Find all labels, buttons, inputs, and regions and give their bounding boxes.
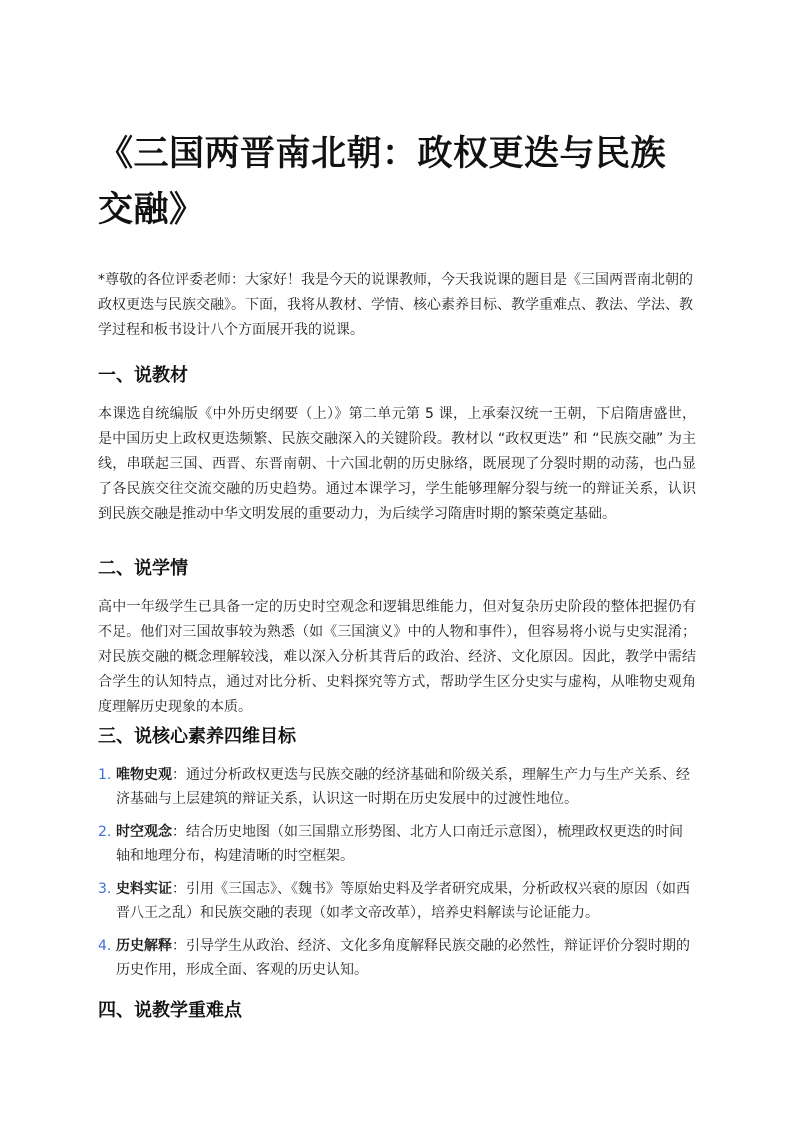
section-body: 高中一年级学生已具备一定的历史时空观念和逻辑思维能力，但对复杂历史阶段的整体把握仍有不足。他们对三国故事较为熟悉（如《三国演义》中的人物和事件），但容易将小说与史实混淆；对民族交融的概念理解较浅，难以深入分析其背后的政治、经济、文化原因。因此，教学中需结合学生的认知特点，通过对比分析、史料探究等方式，帮助学生区分史实与虚构，从唯物史观角度理解历史现象的本质。: [98, 599, 696, 715]
section-core-goals: [98, 723, 696, 991]
list-item: [98, 877, 696, 925]
list-item: [98, 934, 696, 982]
goal-text: ：引导学生从政治、经济、文化多角度解释民族交融的必然性，辩证评价分裂时期的历史作用，形成全面、客观的历史认知。: [116, 938, 690, 978]
list-item: [98, 763, 696, 811]
intro-paragraph: *尊敬的各位评委老师：大家好！我是今天的说课教师，今天我说课的题目是《三国两晋南北朝的政权更迭与民族交融》。下面，我将从教材、学情、核心素养目标、教学重难点、教法、学法、教学过程和板书设计八个方面展开我的说课。: [98, 272, 693, 338]
goal-term: 唯物史观: [116, 767, 172, 783]
goal-text: ：结合历史地图（如三国鼎立形势图、北方人口南迁示意图），梳理政权更迭的时间轴和地理分布，构建清晰的时空框架。: [116, 824, 683, 864]
list-number: 4.: [98, 938, 112, 954]
section-body: 本课选自统编版《中外历史纲要（上）》第二单元第 5 课，上承秦汉统一王朝，下启隋唐盛世，是中国历史上政权更迭频繁、民族交融深入的关键阶段。教材以 “政权更迭” 和 “民族交融” 为主线，串联起三国、西晋、东晋南朝、十六国北朝的历史脉络，既展现了分裂时期的动荡，也凸显了各民族交往交流交融的历史趋势。通过本课学习，学生能够理解分裂与统一的辩证关系，认识到民族交融是推动中华文明发展的重要动力，为后续学习隋唐时期的繁荣奠定基础。: [98, 406, 696, 522]
list-number: 2.: [98, 824, 112, 840]
section-textbook: [98, 362, 696, 527]
section-key-difficult-points: [98, 997, 696, 1025]
goal-text: ：引用《三国志》、《魏书》等原始史料及学者研究成果，分析政权兴衰的原因（如西晋八王之乱）和民族交融的表现（如孝文帝改革），培养史料解读与论证能力。: [116, 881, 690, 921]
section-heading: 一、说教材: [98, 365, 188, 386]
goal-term: 历史解释: [116, 938, 172, 954]
section-heading: 二、说学情: [98, 558, 188, 579]
goal-term: 史料实证: [116, 881, 172, 897]
document-title: 《三国两晋南北朝：政权更迭与民族交融》: [98, 134, 667, 230]
goal-text: ：通过分析政权更迭与民族交融的经济基础和阶级关系，理解生产力与生产关系、经济基础与上层建筑的辩证关系，认识这一时期在历史发展中的过渡性地位。: [116, 767, 690, 807]
list-item: [98, 820, 696, 868]
section-student-analysis: [98, 555, 696, 720]
goals-list: [98, 763, 696, 982]
list-number: 1.: [98, 767, 112, 783]
goal-term: 时空观念: [116, 824, 172, 840]
section-heading: 四、说教学重难点: [98, 1000, 242, 1021]
list-number: 3.: [98, 881, 112, 897]
section-heading: 三、说核心素养四维目标: [98, 726, 296, 747]
